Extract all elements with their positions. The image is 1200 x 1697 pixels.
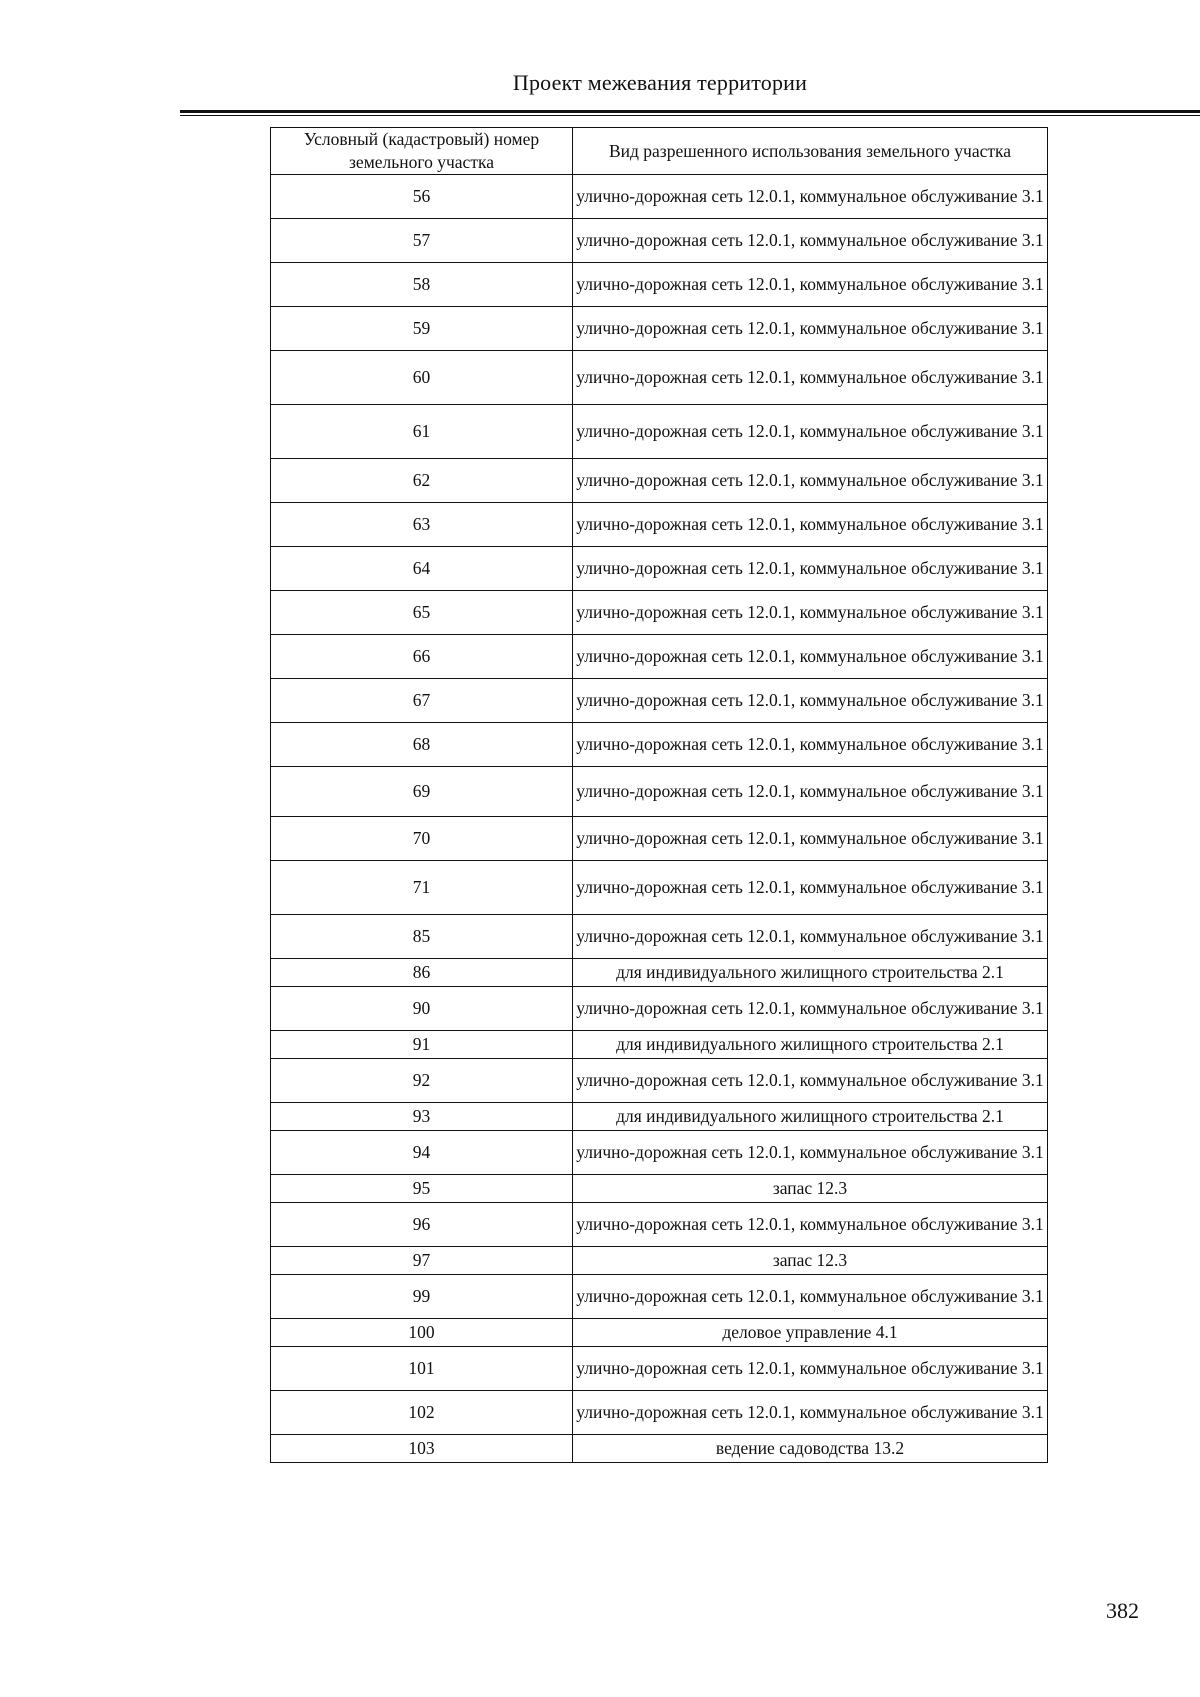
table-body	[271, 175, 1048, 1463]
table-row	[271, 767, 1048, 817]
plot-number-cell: 57	[271, 219, 573, 263]
permitted-use-cell: улично-дорожная сеть 12.0.1, коммунальное обслуживание 3.1	[573, 307, 1048, 351]
permitted-use-cell: для индивидуального жилищного строительства 2.1	[573, 1103, 1048, 1131]
permitted-use-cell: улично-дорожная сеть 12.0.1, коммунальное обслуживание 3.1	[573, 351, 1048, 405]
table-row	[271, 1319, 1048, 1347]
table-row	[271, 405, 1048, 459]
permitted-use-cell: для индивидуального жилищного строительства 2.1	[573, 1031, 1048, 1059]
plot-number-cell: 100	[271, 1319, 573, 1347]
header-rule-thin	[180, 115, 1200, 116]
permitted-use-cell: улично-дорожная сеть 12.0.1, коммунальное обслуживание 3.1	[573, 635, 1048, 679]
plot-number-cell: 67	[271, 679, 573, 723]
column-header-permitted-use: Вид разрешенного использования земельного участка	[573, 128, 1048, 175]
plot-number-cell: 92	[271, 1059, 573, 1103]
permitted-use-cell: улично-дорожная сеть 12.0.1, коммунальное обслуживание 3.1	[573, 1131, 1048, 1175]
permitted-use-cell: улично-дорожная сеть 12.0.1, коммунальное обслуживание 3.1	[573, 723, 1048, 767]
permitted-use-cell: улично-дорожная сеть 12.0.1, коммунальное обслуживание 3.1	[573, 987, 1048, 1031]
plot-number-cell: 63	[271, 503, 573, 547]
permitted-use-cell: улично-дорожная сеть 12.0.1, коммунальное обслуживание 3.1	[573, 1059, 1048, 1103]
table-row	[271, 307, 1048, 351]
table-row	[271, 861, 1048, 915]
plot-number-cell: 70	[271, 817, 573, 861]
plot-number-cell: 99	[271, 1275, 573, 1319]
permitted-use-cell: улично-дорожная сеть 12.0.1, коммунальное обслуживание 3.1	[573, 459, 1048, 503]
table-row	[271, 1103, 1048, 1131]
plot-number-cell: 90	[271, 987, 573, 1031]
table-row	[271, 635, 1048, 679]
page-number: 382	[1106, 1598, 1139, 1623]
table-row	[271, 959, 1048, 987]
plot-number-cell: 103	[271, 1435, 573, 1463]
table-row	[271, 679, 1048, 723]
table-row	[271, 1031, 1048, 1059]
plot-number-cell: 95	[271, 1175, 573, 1203]
table-row	[271, 1247, 1048, 1275]
plot-number-cell: 61	[271, 405, 573, 459]
permitted-use-cell: запас 12.3	[573, 1247, 1048, 1275]
table-row	[271, 175, 1048, 219]
plot-number-cell: 94	[271, 1131, 573, 1175]
header-rule-thick	[180, 110, 1200, 113]
table-row	[271, 503, 1048, 547]
column-header-plot-number: Условный (кадастровый) номер земельного участка	[271, 128, 573, 175]
permitted-use-cell: улично-дорожная сеть 12.0.1, коммунальное обслуживание 3.1	[573, 263, 1048, 307]
page-header-title: Проект межевания территории	[512, 70, 808, 95]
table-row	[271, 219, 1048, 263]
table-row	[271, 1275, 1048, 1319]
plot-number-cell: 101	[271, 1347, 573, 1391]
table-row	[271, 987, 1048, 1031]
permitted-use-cell: улично-дорожная сеть 12.0.1, коммунальное обслуживание 3.1	[573, 679, 1048, 723]
plot-number-cell: 65	[271, 591, 573, 635]
table-row	[271, 351, 1048, 405]
permitted-use-cell: улично-дорожная сеть 12.0.1, коммунальное обслуживание 3.1	[573, 1203, 1048, 1247]
plot-number-cell: 59	[271, 307, 573, 351]
plot-number-cell: 66	[271, 635, 573, 679]
table-row	[271, 1435, 1048, 1463]
table-row	[271, 1203, 1048, 1247]
permitted-use-cell: улично-дорожная сеть 12.0.1, коммунальное обслуживание 3.1	[573, 1275, 1048, 1319]
permitted-use-cell: улично-дорожная сеть 12.0.1, коммунальное обслуживание 3.1	[573, 219, 1048, 263]
plot-number-cell: 62	[271, 459, 573, 503]
plot-number-cell: 97	[271, 1247, 573, 1275]
permitted-use-cell: улично-дорожная сеть 12.0.1, коммунальное обслуживание 3.1	[573, 1391, 1048, 1435]
permitted-use-cell: улично-дорожная сеть 12.0.1, коммунальное обслуживание 3.1	[573, 547, 1048, 591]
table-row	[271, 817, 1048, 861]
permitted-use-cell: для индивидуального жилищного строительства 2.1	[573, 959, 1048, 987]
permitted-use-cell: улично-дорожная сеть 12.0.1, коммунальное обслуживание 3.1	[573, 405, 1048, 459]
plot-number-cell: 93	[271, 1103, 573, 1131]
permitted-use-cell: улично-дорожная сеть 12.0.1, коммунальное обслуживание 3.1	[573, 915, 1048, 959]
table-header-row	[271, 128, 1048, 175]
plot-number-cell: 68	[271, 723, 573, 767]
permitted-use-cell: ведение садоводства 13.2	[573, 1435, 1048, 1463]
permitted-use-cell: улично-дорожная сеть 12.0.1, коммунальное обслуживание 3.1	[573, 817, 1048, 861]
plot-number-cell: 86	[271, 959, 573, 987]
plot-number-cell: 96	[271, 1203, 573, 1247]
table-row	[271, 1391, 1048, 1435]
table-row	[271, 723, 1048, 767]
plot-number-cell: 60	[271, 351, 573, 405]
permitted-use-cell: улично-дорожная сеть 12.0.1, коммунальное обслуживание 3.1	[573, 767, 1048, 817]
table-row	[271, 1059, 1048, 1103]
plot-number-cell: 85	[271, 915, 573, 959]
table-row	[271, 1175, 1048, 1203]
table-row	[271, 1347, 1048, 1391]
plot-number-cell: 91	[271, 1031, 573, 1059]
table-row	[271, 459, 1048, 503]
table-row	[271, 1131, 1048, 1175]
table-row	[271, 547, 1048, 591]
plot-number-cell: 56	[271, 175, 573, 219]
plot-number-cell: 71	[271, 861, 573, 915]
permitted-use-cell: улично-дорожная сеть 12.0.1, коммунальное обслуживание 3.1	[573, 503, 1048, 547]
plot-number-cell: 58	[271, 263, 573, 307]
permitted-use-cell: улично-дорожная сеть 12.0.1, коммунальное обслуживание 3.1	[573, 175, 1048, 219]
permitted-use-cell: улично-дорожная сеть 12.0.1, коммунальное обслуживание 3.1	[573, 861, 1048, 915]
permitted-use-cell: улично-дорожная сеть 12.0.1, коммунальное обслуживание 3.1	[573, 591, 1048, 635]
permitted-use-cell: деловое управление 4.1	[573, 1319, 1048, 1347]
table-row	[271, 591, 1048, 635]
plot-number-cell: 64	[271, 547, 573, 591]
plot-number-cell: 102	[271, 1391, 573, 1435]
permitted-use-cell: запас 12.3	[573, 1175, 1048, 1203]
land-plots-table	[270, 127, 1048, 1463]
plot-number-cell: 69	[271, 767, 573, 817]
table-row	[271, 915, 1048, 959]
permitted-use-cell: улично-дорожная сеть 12.0.1, коммунальное обслуживание 3.1	[573, 1347, 1048, 1391]
table-row	[271, 263, 1048, 307]
